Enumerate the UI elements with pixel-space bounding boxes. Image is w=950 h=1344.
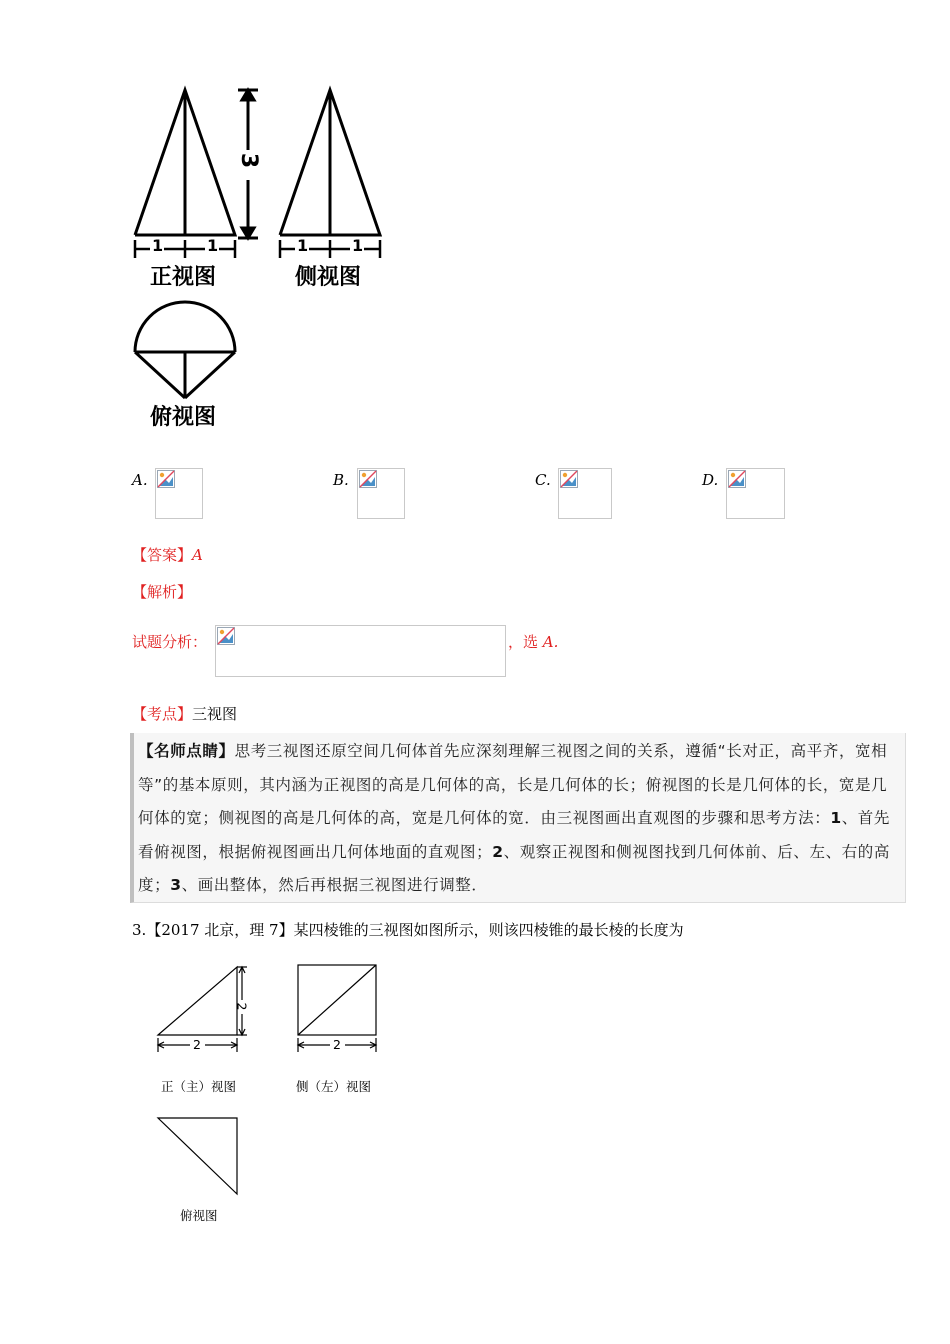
top-view-shape	[158, 1118, 237, 1194]
height-value-label: 2	[234, 1002, 250, 1011]
kaodian-tag: 【考点】	[132, 705, 193, 723]
kaodian-line	[132, 703, 237, 724]
height-value-label: 3	[236, 152, 262, 169]
option-b-image	[357, 468, 405, 519]
tip-step1-label: 1	[830, 809, 842, 827]
question-3-number: 3.	[132, 921, 147, 939]
front-width-dimension	[135, 240, 235, 258]
front-width-value: 2	[193, 1037, 201, 1052]
side-width-right-value: 1	[352, 236, 364, 255]
answer-tag: 【答案】	[132, 546, 193, 564]
top-view-label: 俯视图	[150, 405, 217, 430]
broken-image-icon	[728, 470, 746, 488]
option-d-letter: D.	[702, 471, 719, 489]
figure-1-three-views	[120, 80, 400, 440]
option-a	[132, 470, 148, 489]
analysis-formula-image	[215, 625, 506, 677]
question-3-source: 【2017 北京，理 7】	[146, 921, 294, 939]
top-view-label: 俯视图	[180, 1208, 218, 1223]
front-view-triangle	[135, 90, 235, 235]
teacher-tip-box	[130, 733, 906, 903]
tip-step3: 、画出整体，然后再根据三视图进行调整．	[181, 876, 488, 894]
broken-image-icon	[560, 470, 578, 488]
tip-tag: 【名师点睛】	[138, 742, 235, 760]
front-width-left-value: 1	[152, 236, 164, 255]
analysis-tail	[508, 631, 558, 652]
tip-step3-label: 3	[170, 876, 182, 894]
side-width-dimension	[280, 240, 380, 258]
analysis-heading	[132, 581, 192, 602]
option-d-image	[726, 468, 785, 519]
front-width-right-value: 1	[207, 236, 219, 255]
broken-image-icon	[359, 470, 377, 488]
question-3-text: 某四棱锥的三视图如图所示，则该四棱锥的最长棱的长度为	[293, 921, 684, 939]
option-b-letter: B.	[333, 471, 349, 489]
option-c-letter: C.	[535, 471, 551, 489]
side-view-triangle	[280, 90, 380, 235]
tip-step2-label: 2	[492, 842, 504, 861]
tip-step1: 、首先看俯视图，根据俯视图画出几何体地面的直观图；	[138, 809, 891, 861]
analysis-tail-prefix: ，选	[508, 633, 543, 651]
front-view-label: 正（主）视图	[161, 1079, 237, 1094]
option-c	[535, 470, 551, 489]
side-width-left-value: 1	[297, 236, 309, 255]
figure-3-drawing	[150, 960, 390, 1230]
answer-line	[132, 544, 203, 565]
analysis-tail-value: A.	[542, 633, 559, 651]
answer-value: A	[192, 546, 203, 564]
option-c-image	[558, 468, 612, 519]
tip-step2: 、观察正视图和侧视图找到几何体前、后、左、右的高度；	[138, 842, 890, 894]
side-width-value: 2	[333, 1037, 341, 1052]
option-a-letter: A.	[132, 471, 148, 489]
analysis-lead: 试题分析：	[132, 633, 208, 651]
kaodian-value: 三视图	[192, 705, 238, 723]
side-view-label: 侧视图	[295, 265, 362, 290]
side-view-label: 侧（左）视图	[296, 1079, 372, 1094]
figure-3-three-views	[150, 960, 390, 1230]
tip-text: 思考三视图还原空间几何体首先应深刻理解三视图之间的关系，遵循“长对正，高平齐，宽相等”的基本原则，其内涵为正视图的高是几何体的高，长是几何体的长；俯视图的长是几何体的长，宽是几何体的宽；侧视图的高是几何体的高，宽是几何体的宽．由三视图画出直观图的步骤和思考方法：	[138, 742, 888, 827]
broken-image-icon	[157, 470, 175, 488]
analysis-line	[132, 631, 207, 652]
analysis-tag: 【解析】	[132, 583, 193, 601]
option-d	[702, 470, 718, 489]
option-a-image	[155, 468, 203, 519]
question-3	[132, 919, 684, 940]
front-view-label: 正视图	[150, 265, 217, 290]
broken-image-icon	[217, 627, 235, 645]
option-b	[333, 470, 349, 489]
top-view-shape	[135, 302, 235, 398]
